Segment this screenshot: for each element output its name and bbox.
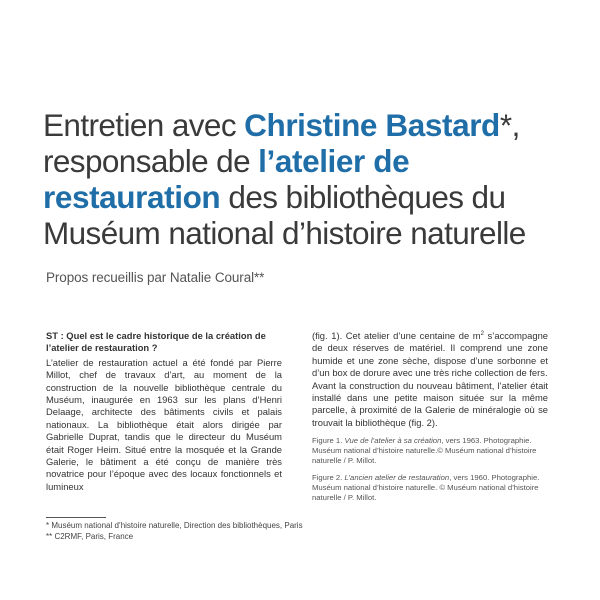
figure-1-title: Vue de l’atelier à sa création — [344, 436, 442, 446]
footnote-2: ** C2RMF, Paris, France — [46, 531, 134, 541]
figure-1-credit: , vers 1963. Photographie. Muséum national d’histoire naturelle.© Muséum national d’histoire naturelle / P. Millot. — [312, 436, 537, 466]
article-title — [43, 107, 583, 251]
interview-question: ST : Quel est le cadre historique de la création de l’atelier de restauration ? — [46, 330, 266, 354]
figure-2-credit: , vers 1960. Photographie. Muséum national d’histoire naturelle. © Muséum national d’histoire naturelle / P. Millot. — [312, 473, 540, 503]
figure-2-title: L’ancien atelier de restauration — [344, 473, 450, 483]
title-part-1: Entretien avec — [43, 107, 245, 144]
figure-1-caption — [312, 436, 548, 466]
byline: Propos recueillis par Natalie Coural** — [46, 270, 265, 285]
answer-paragraph-2: Avant la construction du nouveau bâtiment, l’atelier était installé dans une petite maison située sur la même parcelle, à proximité de la Galerie de minéralogie où se trouvait la bibliothèque (fig. 2). — [312, 379, 548, 428]
superscript-2: 2 — [480, 330, 484, 337]
title-part-2: *, responsable de — [43, 107, 520, 180]
left-column — [46, 330, 282, 493]
answer-continuation — [312, 330, 548, 380]
footnotes — [46, 521, 346, 542]
answer-continuation-text-b: s’accompagne de deux réserves de matériel. Il comprend une zone humide et une zone sèche, dispose d’une sorbonne et d’un box de dorure avec une très riche collection de fers. — [312, 330, 549, 379]
figure-2-caption — [312, 473, 548, 503]
interview-answer: L’atelier de restauration actuel a été fondé par Pierre Millot, chef de travaux d’art, au moment de la construction de la nouvelle bibliothèque centrale du Muséum, inaugurée en 1963 sur les plans d’Henri Delaage, architecte des bâtiments civils et palais nationaux. La bibliothèque était alors dirigée par Gabrielle Duprat, tandis que le directeur du Muséum était Roger Heim. Situé entre la mosquée et la Grande Galerie, le bâtiment a été conçu de manière très novatrice pour l’époque avec des locaux fonctionnels et lumineux — [46, 356, 282, 492]
answer-continuation-text-a: (fig. 1). Cet atelier d’une centaine de m — [312, 330, 481, 341]
title-workshop-highlight: l’atelier de restauration — [43, 143, 410, 216]
footnote-divider — [46, 517, 106, 518]
footnote-1: * Muséum national d’histoire naturelle, Direction des bibliothèques, Paris — [46, 521, 303, 530]
right-column — [312, 330, 548, 503]
figure-1-label: Figure 1. — [312, 436, 345, 446]
figure-2-label: Figure 2. — [312, 473, 345, 483]
title-part-3: des bibliothèques du Muséum national d’histoire naturelle — [43, 179, 526, 252]
title-name-highlight: Christine Bastard — [244, 107, 500, 144]
